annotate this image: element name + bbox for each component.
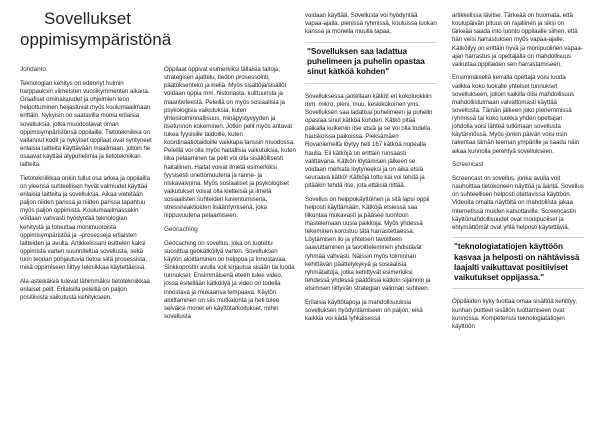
column-2	[164, 66, 296, 424]
column-1	[20, 66, 152, 424]
pull-quote: "teknologiatatiojen käyttöön kasvaa ja helposti on nähtävissä laajalti vaikuttavat positiiviset vaikutukset oppijassa."	[452, 237, 584, 289]
paragraph: Oppilaat oppivat esimerkiksi tällaisia taitoja; strategisen ajattelu, tiedon prosessointi, päätöksenteko ja kieliä. Myös sisältöjä/sisällöt voidaan oppia mm. historiasta, kulttuurista ja maantieteestä. Peleillä on myös sosiaalisia ja psykologisia vaikutuksia, kuten yhteistoiminnallisuus, minäpystyvyyden ja itsetunnon kokeminen. Jotkin pelit myös antavat tukea fyysisille taidoille, kuten koordinaatiotaidoille vaikkapa tanssin muodossa. Peleillä voi olla myös haitallisia vaikutuksia, kuten liika pelaaminen tai pelit voi olla sisällöllisesti haitallinen. Haitat voivat ilmetä esimerkiksi fyysisesti unettomuutena ja ranne- ja niskavaivoina. Myös sosiaaliset ja psykologiset vaikutukset voivat olla kielteisiä ja ilmetä sosiaalisten suhteiden kaventumisena, stressireaktioiden lisääntymisenä, joka riippuvuutena pelaamiseen.	[164, 66, 296, 220]
paragraph: Teknologian kehitys on edennyt hulmin harppauksin viimeisten vuosikymmenten aikana. Graafiset ominaisuudet ja ohjelmien teon helpottuminen heijastuvat myös koulumaailmaan erittäin. Nykyisin on saatavilla monia erilaisia sovelluksia, jotka muodostavat oman oppimisympäristönsä oppilaille. Tietotekniikka on vallannut kodit ja nykyiset oppilaat ovat syntyneet erilaisia laitteita käyttävään maailmaan, jolloin he osaavat käyttää älypuhelimia ja tietotekniikan laitteita.	[20, 79, 152, 169]
pull-quote: "Sovelluksen saa ladattua puhelimeen ja puhelin opastaa sinut kätköä kohden"	[305, 42, 437, 84]
paragraph: artikkelissa lävitse. Tärkeää on huomata, että koulupäivän pituus on rajallinen ja siksi on tärkeää saada into luonto oppilaalle siihen, että hän veisi harrastuksen myös vapaa-ajalle. Kätköilyy on erittäin hyvä ja monipuolinen vapaa-ajan harrastus ja opettajalla on mahdollisuus vaikuttaa oppilaiden sen harrastamiseen.	[452, 12, 583, 68]
paragraph: Geocaching on sovellus, joka on tuotettu suosittua geokätköilyä varten. Sovelluksen käytön aloittaminen on helppoa ja Innostavaa. Sinkkopostin avulla voit kirjautua sisään tai luoda tunnukset. Ensimmäisenä eteen tulee video, jossa esitellään kätköilyä ja video on todella innostava ja mukaansa tempaava. Käytön aloittaminen on siis mutkatonta ja heti tulee selväksi monet eri käyttötarkoitukset, mihin sovellusta	[164, 239, 295, 320]
paragraph: Ala-asteikäisiä tulevat lähimmäksi tietotekniikkaa erilaiset pelit. Erilaisilla peleillä on paljon positiivista vaikutusta kehitykseen.	[20, 277, 150, 302]
paragraph: voidaan käyttää. Sovellusta voi hyödyntää vapaa-ajalla, pienissä ryhmissä, kouluissa luokan kanssa ja monella muulla tapaa.	[305, 12, 437, 36]
section-heading-johdanto: Johdanto	[20, 66, 46, 73]
column-3	[305, 12, 437, 424]
paragraph: Ensimmäisellä kerralla opettaja voisi luoda valikka koko luokalle yhteiset tunnukset sovellukseen, jolloin kaikilla olisi mahdollisuus mahdollistuimaan valvattomasti käyttää sovellusta. Tämän jälkeen joko pienemmissä ryhmissä tai koko luokka yhden opettajan johdolla voisi lähteä tutkimaan sovellusta käytännössä. Myös jonkin päivän voisi osin rakentaa tämän teeman ympärille ja saada näin aikaa kunnolla perehtyä sovellukseen.	[452, 74, 580, 155]
section-heading-geocaching: Geocaching	[164, 225, 198, 233]
paragraph: Tietotekniikkaa onkin tullut osa arkea ja oppilailla on yleensä suhteellisen hyvät valmiudet käyttää erilaisia laitteita ja sovelluksia. Aikaa vietetään paljon niiden parissa ja niiden parissa tapahtuu myös paljon oppimista. Koulumaailmassakin voidaan vahvasti hyödyntää teknologian kehitystä ja toteuttaa monimuotoista oppimisympäristöä ja –prosesseja erilaisten laitteiden ja avulla. Artikkelissani esittelen kaksi oppimista varten suunniteltua sovellusta, sekä tuon teorian pohjautuvia tietoa siitä prosessista, mikä oppimiseen liittyy tekniikkaa käytettäessä.	[20, 174, 150, 272]
section-heading-screencast: Screencast	[452, 161, 484, 169]
document-title: Sovellukset oppimisympäristönä	[20, 9, 172, 50]
paragraph: Erilaisia käyttötapoja ja mahdollisuuksia sovelluksen hyödyntämiseen on paljon, eikä kaikkia voi kädä lyhkäisessä	[305, 298, 423, 322]
paragraph: Sovelluksessa jaotellaan kätköt eri kokoluokkiin mm. mikro, pieni, muu, keskikokoinen yms. Sovelluksen saa ladattua puhelimeen ja puhelin opastaa sinut kätköä kohden. Kätkö pitää paikalla kulkeniin itse etsiä ja se voi olla todella hauskoissa paikoissa. Pieksämäen Rovaniemeltä löytyy heti 167 kätköä nopealla haulla. Eli kätköjä on erittäin runsaasti valittavana. Kätkön löytämisen jälkeen se voidaan merkata löytyneeksi ja on aika etsiä seuraava kätkö! Kätköjä tottu kai voi tehdä ja pitääkin tehdä itse, jota ettäisiä riittää.	[305, 92, 433, 189]
paragraph: Screencast on sovellus, jonka avulla voit nauhoittaa tietokoneen näyttöä ja ääntä. Sovellus on suhteellisen helposti otettavissa käyttöön. Videoita omalta näytöltä on mahdollista jakaa Internetissä muiden katsottaville. Screencastin käyttömahdollisuudet ovat monipuoliset ja ehtymättömät ovat yhtä helposti käytettäviä.	[452, 175, 584, 231]
paragraph: Oppilaiden kyky tuottaa omaa sisältöä kehittyy, kunhan puitteet sisällön tuottamiseen ovat kunnossa. Kompetenssi teknologiatatiojen käyttöön	[452, 298, 577, 330]
column-4	[452, 12, 584, 424]
paragraph: Sovellus on helppokäyttöinen ja sitä lapsi oppii helposti käyttämään. Kätköjä etsiessä saa liikuntaa mukavasti ja pääsee luontoon ihastelemaan uusia paikkoja. Myös yhdessä tekeminen korostuu tätä harrastettaessa. Löytämisen ilo ja yhteisen tavoitteen saavuttaminen ja tavoitteleminen yhdistävät ryhmää vahvasti. Näissin myös toiminnan kehittävän päättelykykyä ja sosiaalisia ryhmätaitoja, jotka kehittyvät esimerkiksi tehdessä yhdessä päätöksiä kätkön sijainnin ja etsimisen liittyvän strategian valinnan suhteen.	[305, 195, 431, 292]
